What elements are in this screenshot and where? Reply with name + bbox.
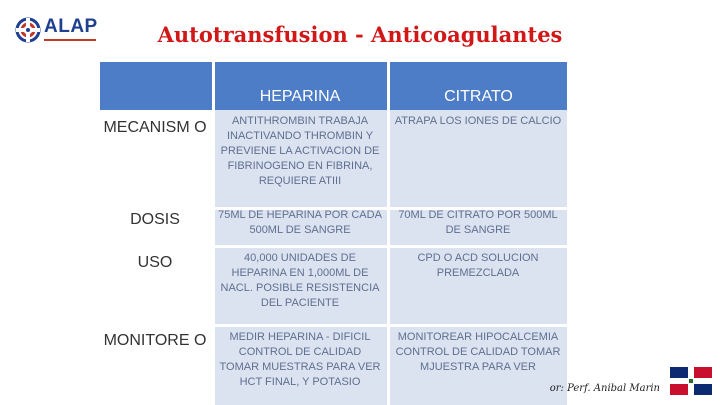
row-label-dosis: DOSIS: [130, 211, 180, 228]
cell-citrato-uso: CPD O ACD SOLUCION PREMEZCLADA: [417, 252, 539, 279]
slide-title: Autotransfusion - Anticoagulantes: [157, 22, 563, 47]
row-separator: [213, 245, 567, 248]
header-heparina: HEPARINA: [259, 88, 341, 105]
cell-citrato-mecanismo: ATRAPA LOS IONES DE CALCIO: [394, 115, 562, 127]
cell-heparina-dosis: 75ML DE HEPARINA POR CADA 500ML DE SANGRE: [218, 209, 382, 236]
row-label-monitoreo: MONITORE O: [103, 332, 207, 349]
header-citrato: CITRATO: [444, 88, 513, 105]
author-credit: or: Perf. Anibal Marin: [549, 383, 660, 394]
alap-logo-text: ALAP: [44, 16, 98, 37]
cell-heparina-mecanismo: ANTITHROMBIN TRABAJA INACTIVANDO THROMBIN Y PREVIENE LA ACTIVACION DE FIBRINOGENO EN FIBRINA, REQUIERE ATIII: [220, 115, 380, 187]
row-separator: [213, 324, 567, 327]
cell-heparina-uso: 40,000 UNIDADES DE HEPARINA EN 1,000ML DE NACL. POSIBLE RESISTENCIA DEL PACIENTE: [220, 252, 380, 309]
cell-citrato-monitoreo: MONITOREAR HIPOCALCEMIA CONTROL DE CALIDAD TOMAR MJUESTRA PARA VER: [395, 331, 561, 373]
row-label-uso: USO: [137, 254, 173, 271]
cell-citrato-dosis: 70ML DE CITRATO POR 500ML DE SANGRE: [398, 209, 558, 236]
column-separator: [212, 62, 215, 405]
dominican-flag-icon: [670, 367, 712, 395]
cell-heparina-monitoreo: MEDIR HEPARINA - DIFICIL CONTROL DE CALIDAD TOMAR MUESTRAS PARA VER HCT FINAL, Y POTASIO: [219, 331, 381, 388]
column-separator: [387, 62, 390, 405]
row-label-mecanismo: MECANISM O: [103, 119, 207, 136]
